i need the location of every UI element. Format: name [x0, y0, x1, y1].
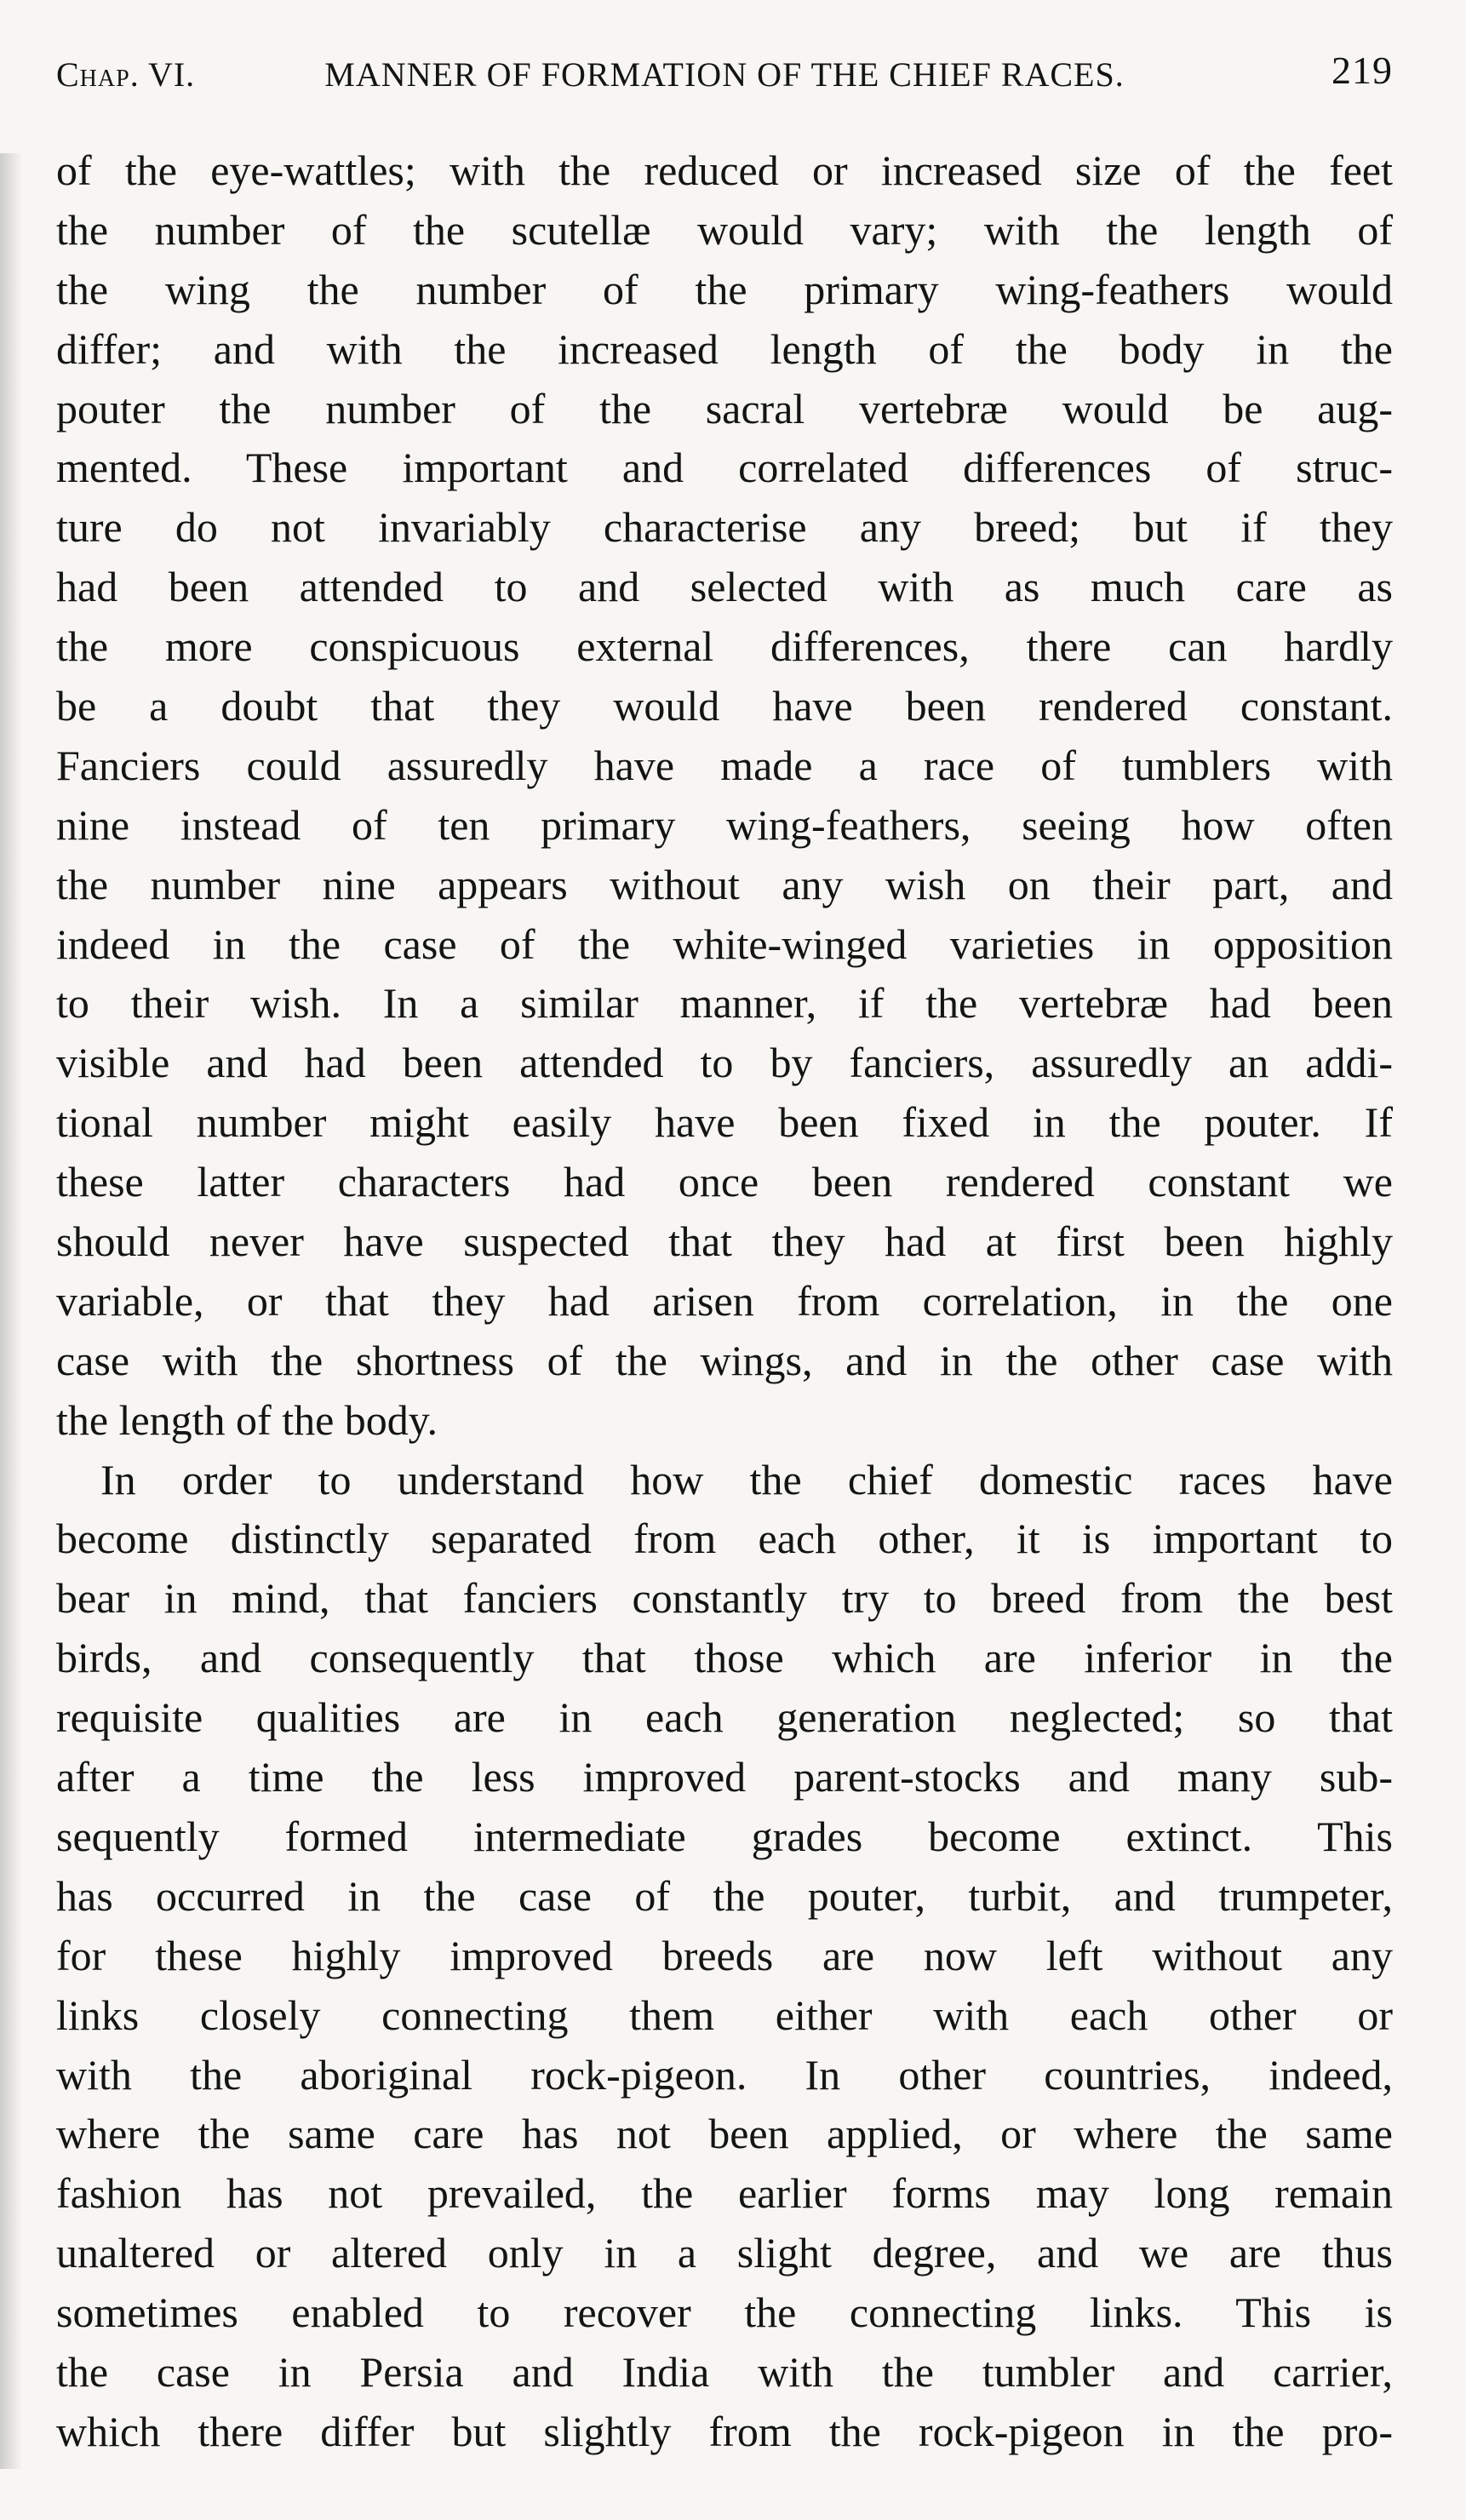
text-line: these latter characters had once been rendered constant we — [56, 1158, 1393, 1206]
text-line: sometimes enabled to recover the connecting links. This is — [56, 2288, 1393, 2337]
chapter-label: Chap. VI. — [56, 55, 196, 94]
text-line: differ; and with the increased length of the body in the — [56, 324, 1393, 373]
running-header — [56, 48, 1393, 99]
text-line: visible and had been attended to by fanciers, assuredly an addi- — [56, 1039, 1393, 1087]
text-line: the case in Persia and India with the tumbler and carrier, — [56, 2347, 1393, 2396]
text-line: case with the shortness of the wings, and in the other case with — [56, 1336, 1393, 1384]
text-line: where the same care has not been applied, or where the same — [56, 2110, 1393, 2158]
text-line: nine instead of ten primary wing-feathers, seeing how often — [56, 800, 1393, 849]
text-line: tional number might easily have been fixed in the pouter. If — [56, 1098, 1393, 1147]
text-line: the more conspicuous external differences, there can hardly — [56, 622, 1393, 671]
body-text — [56, 141, 1393, 2462]
text-line: which there differ but slightly from the rock-pigeon in the pro- — [56, 2407, 1393, 2455]
text-line: had been attended to and selected with as much care as — [56, 563, 1393, 611]
page-number: 219 — [1331, 49, 1393, 92]
text-line: the number of the scutellæ would vary; with the length of — [56, 205, 1393, 254]
text-line: fashion has not prevailed, the earlier forms may long remain — [56, 2169, 1393, 2218]
text-line: pouter the number of the sacral vertebræ would be aug- — [56, 384, 1393, 432]
text-line: the wing the number of the primary wing-feathers would — [56, 265, 1393, 313]
text-line: In order to understand how the chief domestic races have — [100, 1455, 1393, 1503]
text-line: after a time the less improved parent-stocks and many sub- — [56, 1753, 1393, 1801]
text-line: unaltered or altered only in a slight degree, and we are thus — [56, 2229, 1393, 2277]
text-line: to their wish. In a similar manner, if the vertebræ had been — [56, 979, 1393, 1028]
text-line: should never have suspected that they had at first been highly — [56, 1217, 1393, 1266]
text-line: sequently formed intermediate grades become extinct. This — [56, 1812, 1393, 1860]
text-line: links closely connecting them either with each other or — [56, 1990, 1393, 2039]
text-line: ture do not invariably characterise any breed; but if they — [56, 503, 1393, 552]
text-line: indeed in the case of the white-winged varieties in opposition — [56, 919, 1393, 968]
binding-gutter-shadow — [0, 153, 22, 2469]
text-line: Fanciers could assuredly have made a race of tumblers with — [56, 741, 1393, 789]
text-line: be a doubt that they would have been rendered constant. — [56, 682, 1393, 730]
text-line: with the aboriginal rock-pigeon. In other countries, indeed, — [56, 2050, 1393, 2099]
text-line: bear in mind, that fanciers constantly try to breed from the best — [56, 1574, 1393, 1623]
text-line: of the eye-wattles; with the reduced or increased size of the feet — [56, 146, 1393, 194]
text-line: variable, or that they had arisen from correlation, in the one — [56, 1276, 1393, 1325]
text-line: the number nine appears without any wish on their part, and — [56, 860, 1393, 908]
text-line: mented. These important and correlated differences of struc- — [56, 444, 1393, 492]
paragraph-1 — [56, 141, 1393, 1451]
running-title: MANNER OF FORMATION OF THE CHIEF RACES. — [324, 55, 1125, 94]
text-line: requisite qualities are in each generation neglected; so that — [56, 1693, 1393, 1742]
text-line: for these highly improved breeds are now left without any — [56, 1931, 1393, 1979]
text-line: become distinctly separated from each other, it is important to — [56, 1515, 1393, 1563]
text-line: birds, and consequently that those which are inferior in the — [56, 1634, 1393, 1682]
text-line: the length of the body. — [56, 1395, 438, 1444]
text-line: has occurred in the case of the pouter, turbit, and trumpeter, — [56, 1871, 1393, 1920]
paragraph-2 — [56, 1451, 1393, 2462]
